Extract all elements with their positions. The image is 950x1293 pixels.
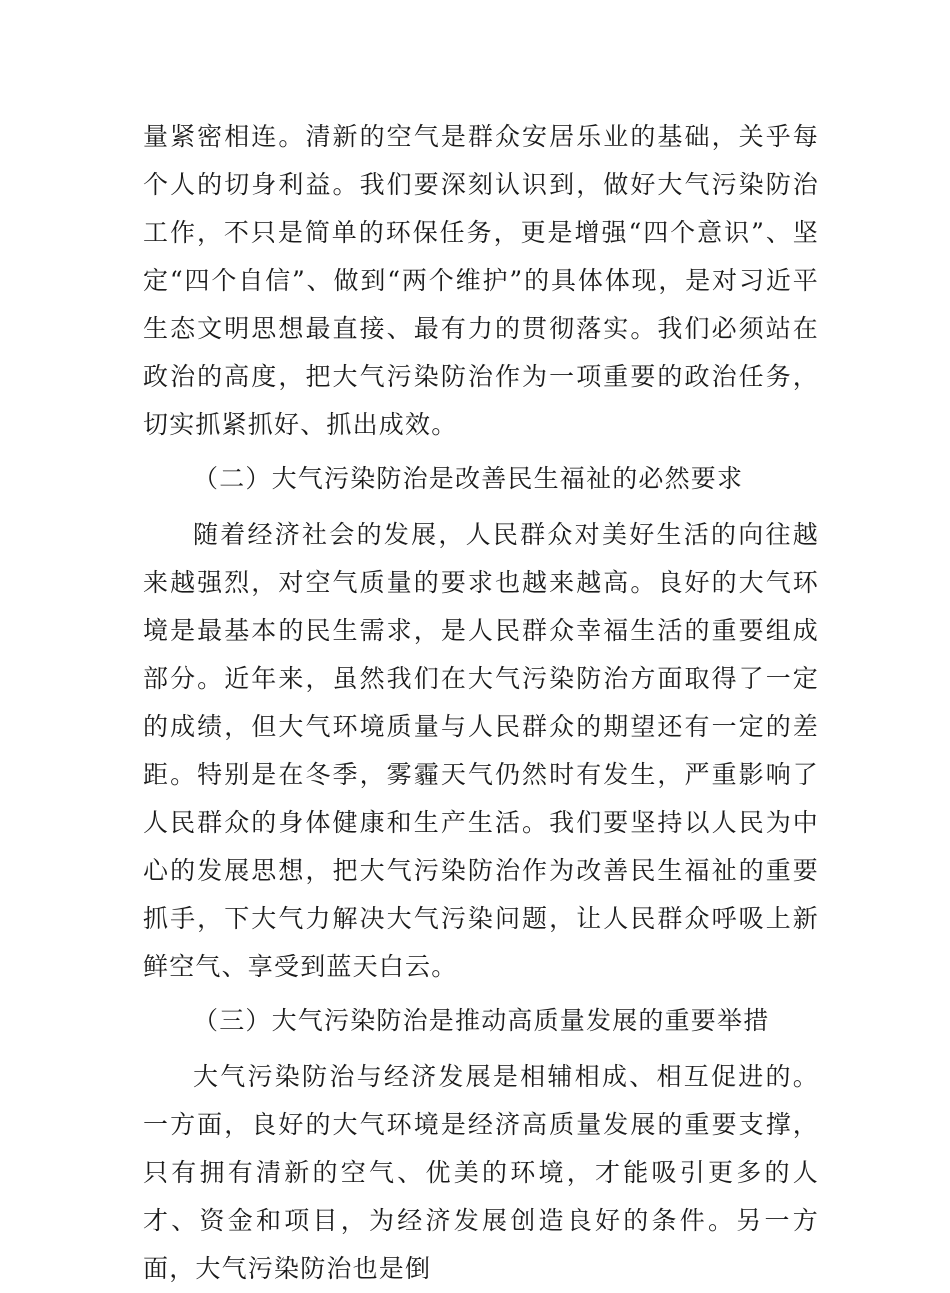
paragraph-continuation: 量紧密相连。清新的空气是群众安居乐业的基础，关乎每个人的切身利益。我们要深刻认识到，做好大气污染防治工作，不只是简单的环保任务，更是增强“四个意识”、坚定“四个自信”、做到“两个维护”的具体体现，是对习近平生态文明思想最直接、最有力的贯彻落实。我们必须站在政治的高度，把大气污染防治作为一项重要的政治任务，切实抓紧抓好、抓出成效。 — [143, 122, 819, 439]
paragraph-development: 大气污染防治与经济发展是相辅相成、相互促进的。一方面，良好的大气环境是经济高质量发展的重要支撑，只有拥有清新的空气、优美的环境，才能吸引更多的人才、资金和项目，为经济发展创造良好的条件。另一方面，大气污染防治也是倒 — [143, 1062, 819, 1283]
paragraph-livelihood: 随着经济社会的发展，人民群众对美好生活的向往越来越强烈，对空气质量的要求也越来越高。良好的大气环境是最基本的民生需求，是人民群众幸福生活的重要组成部分。近年来，虽然我们在大气污染防治方面取得了一定的成绩，但大气环境质量与人民群众的期望还有一定的差距。特别是在冬季，雾霾天气仍然时有发生，严重影响了人民群众的身体健康和生产生活。我们要坚持以人民为中心的发展思想，把大气污染防治作为改善民生福祉的重要抓手，下大气力解决大气污染问题，让人民群众呼吸上新鲜空气、享受到蓝天白云。 — [143, 520, 819, 981]
section-heading-3: （三）大气污染防治是推动高质量发展的重要举措 — [193, 1006, 770, 1035]
document-body — [143, 113, 819, 1293]
section-heading-2: （二）大气污染防治是改善民生福祉的必然要求 — [193, 464, 744, 493]
